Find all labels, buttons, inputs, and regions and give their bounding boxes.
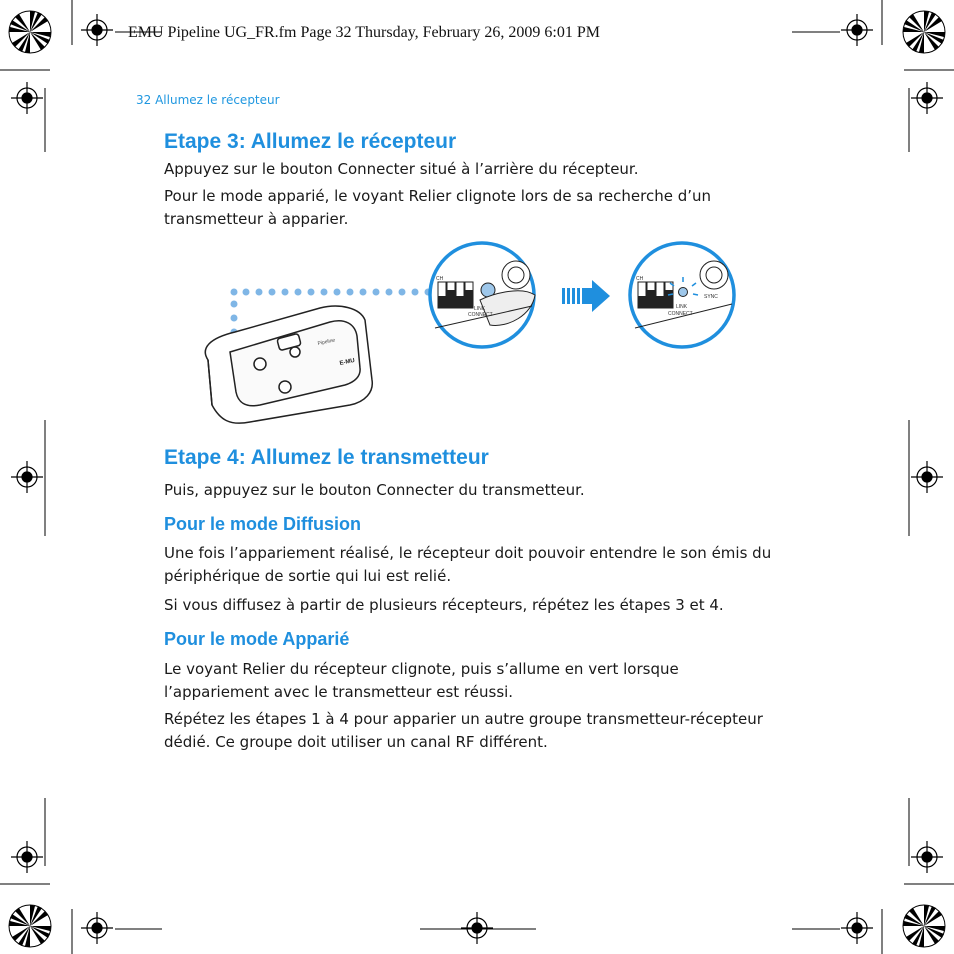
step3-heading: Etape 3: Allumez le récepteur — [164, 130, 457, 153]
device-model: Pipeline — [317, 337, 336, 347]
device-brand: E-MU — [339, 357, 356, 367]
print-slug: EMU Pipeline UG_FR.fm Page 32 Thursday, February 26, 2009 6:01 PM — [128, 24, 600, 41]
step4-paragraph-1: Puis, appuyez sur le bouton Connecter du transmetteur. — [164, 481, 585, 499]
arrow-icon — [562, 280, 610, 312]
zoom-before — [430, 243, 535, 347]
step3-paragraph-1: Appuyez sur le bouton Connecter situé à l’arrière du récepteur. — [164, 160, 639, 178]
connect-label-before: CONNECT — [468, 312, 493, 318]
paired-paragraph-1: Le voyant Relier du récepteur clignote, puis s’allume en vert lorsque l’appariement avec le transmetteur est réussi. — [164, 660, 679, 701]
zoom-after — [630, 243, 734, 347]
connect-label-after: CONNECT — [668, 311, 693, 317]
step4-heading: Etape 4: Allumez le transmetteur — [164, 446, 489, 469]
sync-label-after: SYNC — [704, 294, 718, 300]
channel-label-before: CH — [436, 276, 444, 282]
diffusion-heading: Pour le mode Diffusion — [164, 514, 362, 534]
link-label-after: LINK — [676, 304, 688, 310]
paired-heading: Pour le mode Apparié — [164, 629, 350, 649]
diffusion-paragraph-2: Si vous diffusez à partir de plusieurs récepteurs, répétez les étapes 3 et 4. — [164, 596, 724, 614]
step3-paragraph-2: Pour le mode apparié, le voyant Relier clignote lors de sa recherche d’un transmetteur à apparier. — [164, 187, 712, 228]
running-head: 32 Allumez le récepteur — [136, 93, 280, 107]
receiver-connect-illustration — [190, 240, 750, 430]
paired-paragraph-2: Répétez les étapes 1 à 4 pour apparier un autre groupe transmetteur-récepteur dédié. Ce groupe doit utiliser un canal RF différent. — [164, 710, 763, 751]
link-label-before: LINK — [474, 306, 486, 312]
diffusion-paragraph-1: Une fois l’appariement réalisé, le récepteur doit pouvoir entendre le son émis du périphérique de sortie qui lui est relié. — [164, 544, 772, 585]
channel-label-after: CH — [636, 276, 644, 282]
